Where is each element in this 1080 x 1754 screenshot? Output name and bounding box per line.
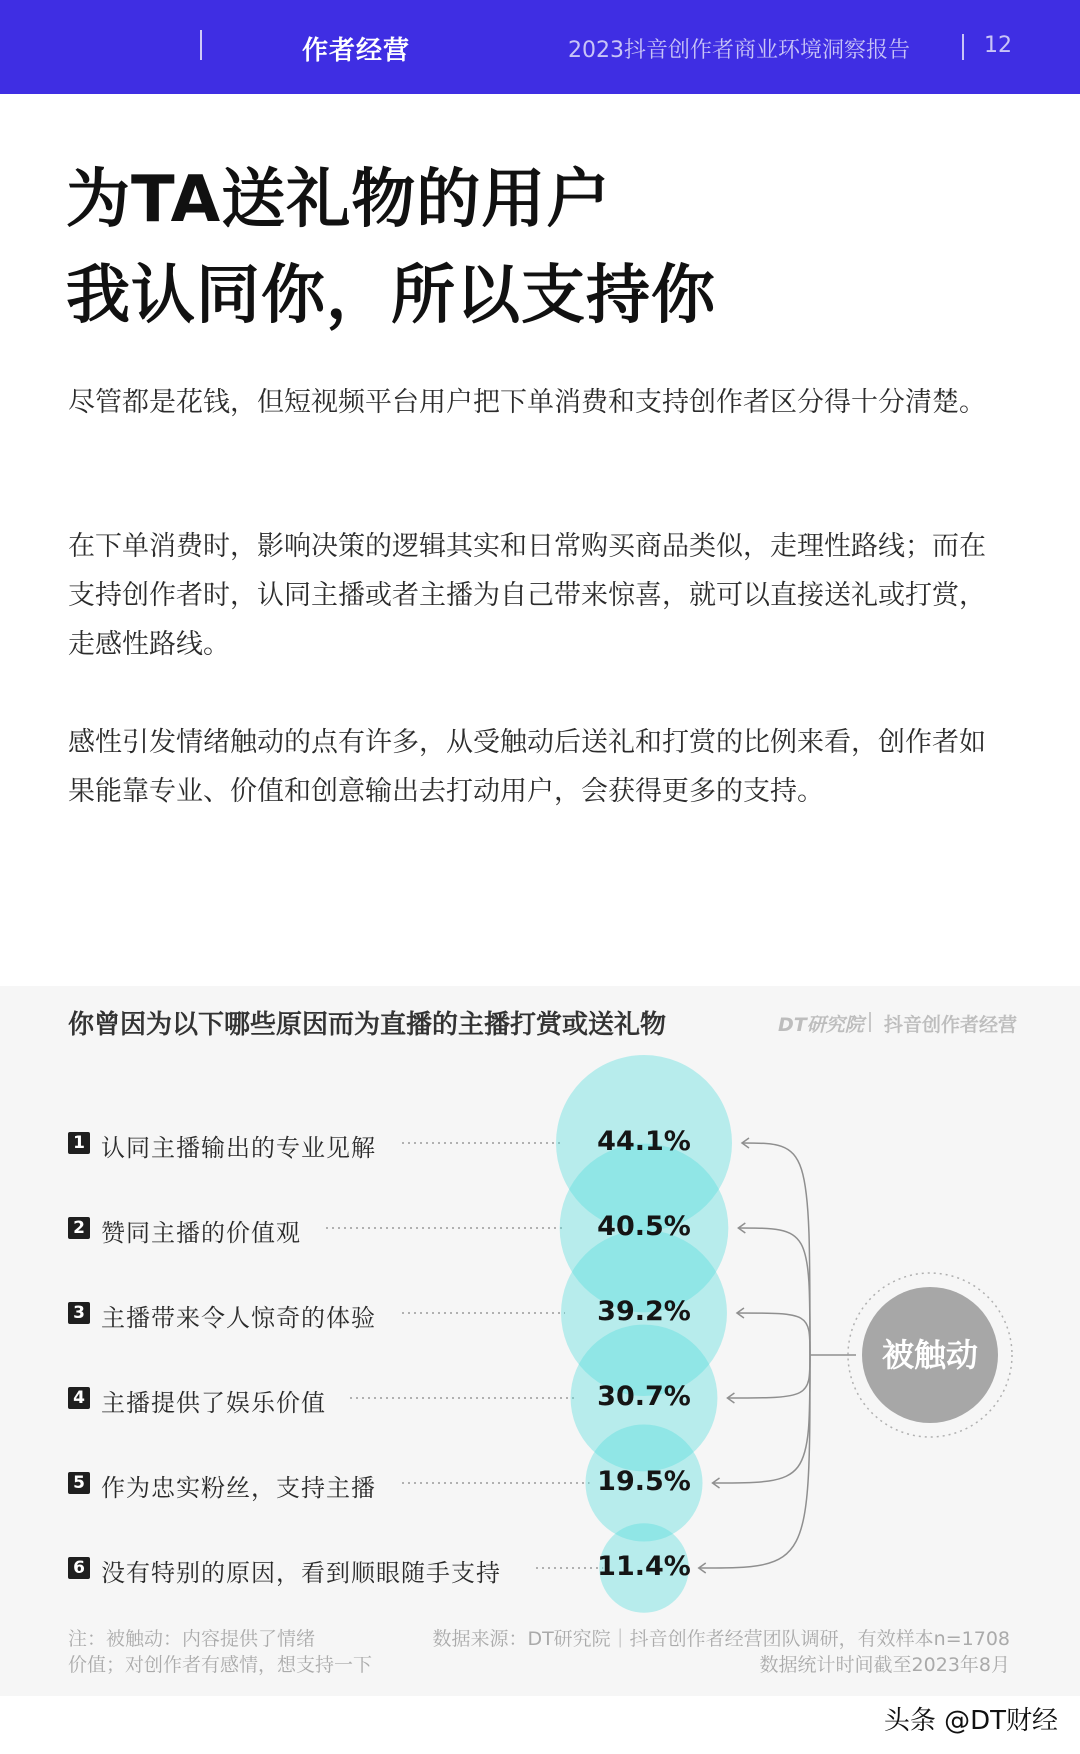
- reason-number: 6: [68, 1557, 90, 1579]
- chart-title: 你曾因为以下哪些原因而为直播的主播打赏或送礼物: [68, 1010, 667, 1040]
- brand-logo: 抖音创作者经营: [884, 1014, 1018, 1036]
- body-paragraph: 感性引发情绪触动的点有许多，从受触动后送礼和打赏的比例来看，创作者如果能靠专业、价值和创意输出去打动用户，会获得更多的支持。: [68, 727, 986, 807]
- chart-footnote: [68, 1626, 372, 1678]
- reason-number: 3: [68, 1302, 90, 1324]
- reason-label: 没有特别的原因，看到顺眼随手支持: [101, 1559, 501, 1587]
- connector-line: [742, 1143, 810, 1355]
- source-line: 数据统计时间截至2023年8月: [759, 1654, 1010, 1676]
- value-label: 44.1%: [597, 1126, 691, 1157]
- value-label: 40.5%: [597, 1211, 691, 1242]
- connector-line: [713, 1355, 810, 1483]
- reason-label: 主播提供了娱乐价值: [101, 1389, 326, 1417]
- reason-number: 4: [68, 1387, 90, 1409]
- footnote-line: 注：被触动：内容提供了情绪: [68, 1628, 316, 1650]
- watermark: 头条 @DT财经: [883, 1706, 1058, 1736]
- page-number: 12: [984, 33, 1012, 58]
- dt-logo: DT研究院: [778, 1014, 864, 1036]
- value-label: 19.5%: [597, 1466, 691, 1497]
- reason-label: 赞同主播的价值观: [101, 1219, 301, 1247]
- connector-line: [738, 1228, 810, 1355]
- header-section: 作者经营: [302, 36, 411, 66]
- page-title-line: 我认同你，所以支持你: [66, 259, 716, 333]
- source-line: 数据来源：DT研究院｜抖音创作者经营团队调研，有效样本n=1708: [432, 1628, 1010, 1650]
- reason-label: 主播带来令人惊奇的体验: [101, 1304, 376, 1332]
- data-source-note: [432, 1626, 1010, 1678]
- annotation-label: 被触动: [881, 1336, 979, 1374]
- body-paragraph: 尽管都是花钱，但短视频平台用户把下单消费和支持创作者区分得十分清楚。: [68, 387, 986, 418]
- reason-number: 5: [68, 1472, 90, 1494]
- reason-label: 作为忠实粉丝，支持主播: [101, 1474, 376, 1502]
- value-label: 30.7%: [597, 1381, 691, 1412]
- connector-line: [727, 1355, 810, 1398]
- reason-number: 1: [68, 1132, 90, 1154]
- connector-line: [737, 1313, 810, 1355]
- value-label: 11.4%: [597, 1551, 691, 1582]
- body-paragraph: 在下单消费时，影响决策的逻辑其实和日常购买商品类似，走理性路线；而在支持创作者时，认同主播或者主播为自己带来惊喜，就可以直接送礼或打赏，走感性路线。: [68, 531, 986, 660]
- value-label: 39.2%: [597, 1296, 691, 1327]
- page-title-line: 为TA送礼物的用户: [66, 163, 612, 237]
- reason-label: 认同主播输出的专业见解: [101, 1134, 376, 1162]
- footnote-line: 价值；对创作者有感情，想支持一下: [68, 1654, 373, 1676]
- header-report-title: 2023抖音创作者商业环境洞察报告: [568, 38, 910, 63]
- reason-number: 2: [68, 1217, 90, 1239]
